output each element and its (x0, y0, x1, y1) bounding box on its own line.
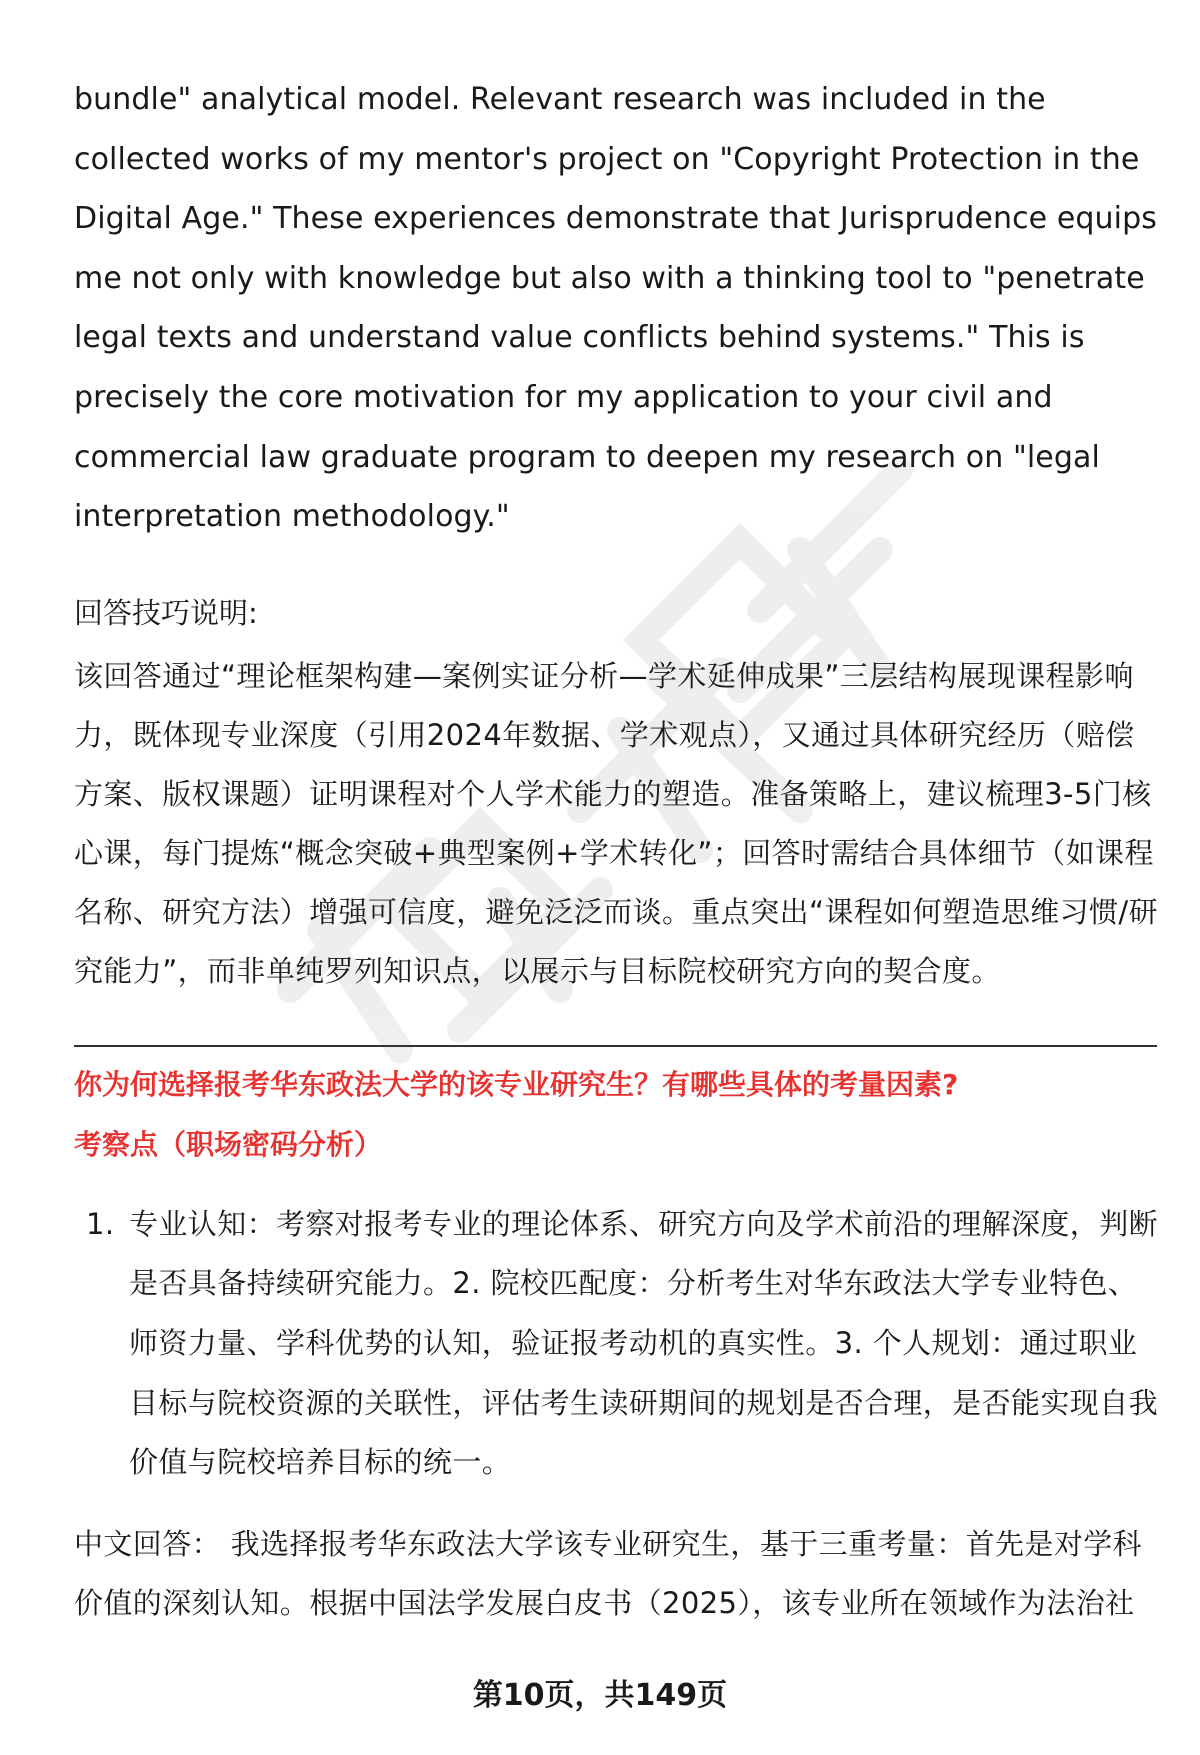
answer-text: 我选择报考华东政法大学该专业研究生，基于三重考量：首先是对学科价值的深刻认知。根据中国法学发展白皮书（2025），该专业所在领域作为法治社 (74, 1526, 1143, 1620)
english-answer-paragraph: bundle" analytical model. Relevant research was included in the collected works of my mentor's project on "Copyright Protection in the Digital Age." These experiences demonstrate that Jurisprudence equips me not only with knowledge but also with a thinking tool to "penetrate legal texts and understand value conflicts behind systems." This is precisely the core motivation for my application to your civil and commercial law graduate program to deepen my research on "legal interpretation methodology." (74, 82, 1157, 535)
list-item-number: 1. (86, 1206, 115, 1241)
tips-heading: 回答技巧说明: (74, 595, 258, 630)
question-title: 你为何选择报考华东政法大学的该专业研究生？有哪些具体的考量因素? (74, 1067, 959, 1101)
page-number: 第10页，共149页 (472, 1678, 728, 1713)
answer-label: 中文回答： (74, 1526, 222, 1561)
assessment-list (74, 1195, 1159, 1493)
assessment-heading: 考察点（职场密码分析） (74, 1127, 383, 1161)
tips-body: 该回答通过“理论框架构建—案例实证分析—学术延伸成果”三层结构展现课程影响力，既体现专业深度（引用2024年数据、学术观点），又通过具体研究经历（赔偿方案、版权课题）证明课程对个人学术能力的塑造。准备策略上，建议梳理3-5门核心课，每门提炼“概念突破+典型案例+学术转化”；回答时需结合具体细节（如课程名称、研究方法）增强可信度，避免泛泛而谈。重点突出“课程如何塑造思维习惯/研究能力”，而非单纯罗列知识点，以展示与目标院校研究方向的契合度。 (74, 658, 1158, 988)
list-item (74, 1195, 1159, 1493)
list-item-text: 专业认知：考察对报考专业的理论体系、研究方向及学术前沿的理解深度，判断是否具备持续研究能力。2. 院校匹配度：分析考生对华东政法大学专业特色、师资力量、学科优势的认知，验证报考动机的真实性。3. 个人规划：通过职业目标与院校资源的关联性，评估考生读研期间的规划是否合理，是否能实现自我价值与院校培养目标的统一。 (129, 1206, 1159, 1480)
chinese-answer (74, 1515, 1159, 1633)
document-page (74, 70, 1159, 1633)
section-divider (74, 1045, 1157, 1047)
